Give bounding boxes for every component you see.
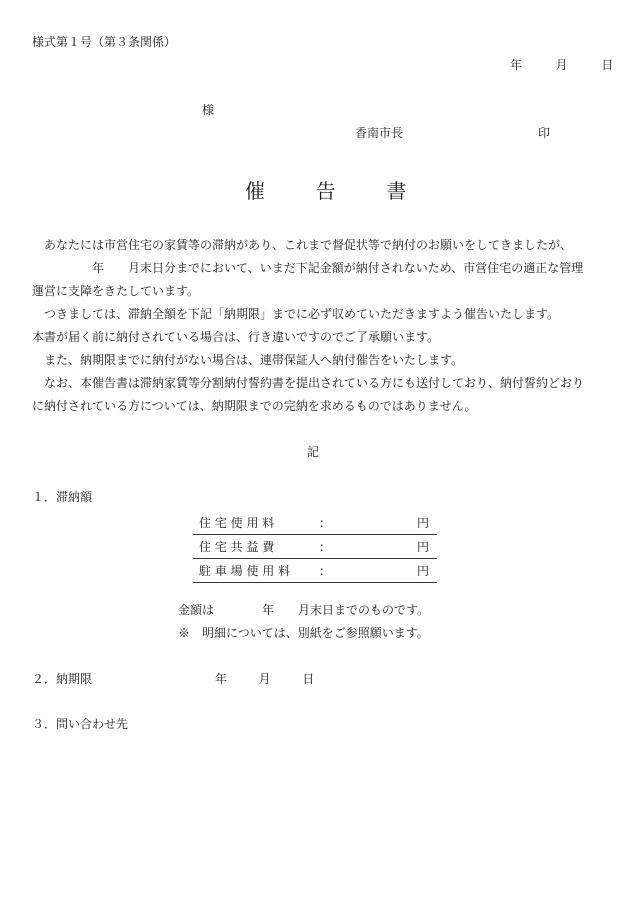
due-date-year: 年 [215, 672, 228, 686]
due-date [215, 673, 314, 685]
form-number-label: 様式第１号（第３条関係） [32, 35, 177, 49]
recipient-suffix: 様 [202, 103, 215, 117]
issue-date [510, 59, 613, 71]
fee-colon: ： [319, 515, 332, 530]
section-3-heading: ３．問い合わせ先 [32, 717, 129, 731]
ki-heading: 記 [307, 445, 320, 459]
document-title [245, 181, 406, 201]
table-row [193, 511, 437, 535]
fee-label-common: 住 宅 共 益 費 [193, 535, 319, 559]
seal-mark: 印 [538, 126, 551, 140]
body-line-7: なお、本催告書は滞納家賃等分割納付誓約書を提出されている方にも送付しており、納付誓約どおり [32, 376, 585, 390]
body-line-6: また、納期限までに納付がない場合は、連帯保証人へ納付催告をいたします。 [32, 353, 464, 367]
fee-unit: 円 [416, 515, 429, 530]
body-line-3: 運営に支障をきたしています。 [32, 284, 200, 298]
amount-note: 金額は 年 月末日までのものです。 [178, 603, 430, 617]
fee-unit: 円 [339, 535, 437, 559]
body-line-4: つきましては、滞納全額を下記「納期限」までに必ず収めていただきますよう催告いたします。 [32, 307, 560, 321]
issue-date-year: 年 [510, 58, 523, 72]
title-char-3: 書 [386, 179, 407, 203]
title-char-2: 告 [315, 179, 336, 203]
table-row [193, 535, 437, 559]
details-note: ※ 明細については、別紙をご参照願います。 [178, 626, 429, 640]
body-text [32, 234, 602, 418]
due-date-day: 日 [302, 672, 315, 686]
arrears-table [193, 511, 437, 583]
body-line-5: 本書が届く前に納付されている場合は、行き違いですのでご了承願います。 [32, 330, 440, 344]
fee-label-housing: 住 宅 使 用 料 [199, 515, 275, 530]
issue-date-day: 日 [601, 58, 614, 72]
table-row [193, 559, 437, 583]
fee-unit: 円 [339, 559, 437, 583]
fee-colon: ： [319, 535, 339, 559]
section-1-heading: １．滞納額 [32, 490, 93, 504]
body-line-1: あなたには市営住宅の家賃等の滞納があり、これまで督促状等で納付のお願いをしてきましたが、 [32, 238, 573, 252]
sender-name: 香南市長 [355, 126, 404, 140]
section-2-heading: ２．納期限 [32, 672, 93, 686]
issue-date-month: 月 [555, 58, 568, 72]
due-date-month: 月 [258, 672, 271, 686]
fee-colon: ： [319, 559, 339, 583]
body-line-8: に納付されている方については、納期限までの完納を求めるものではありません。 [32, 399, 477, 413]
title-char-1: 催 [245, 179, 265, 203]
fee-label-parking: 駐 車 場 使 用 料 [193, 559, 319, 583]
body-line-2: 年 月末日分までにおいて、いまだ下記金額が納付されないため、市営住宅の適正な管理 [32, 261, 584, 275]
